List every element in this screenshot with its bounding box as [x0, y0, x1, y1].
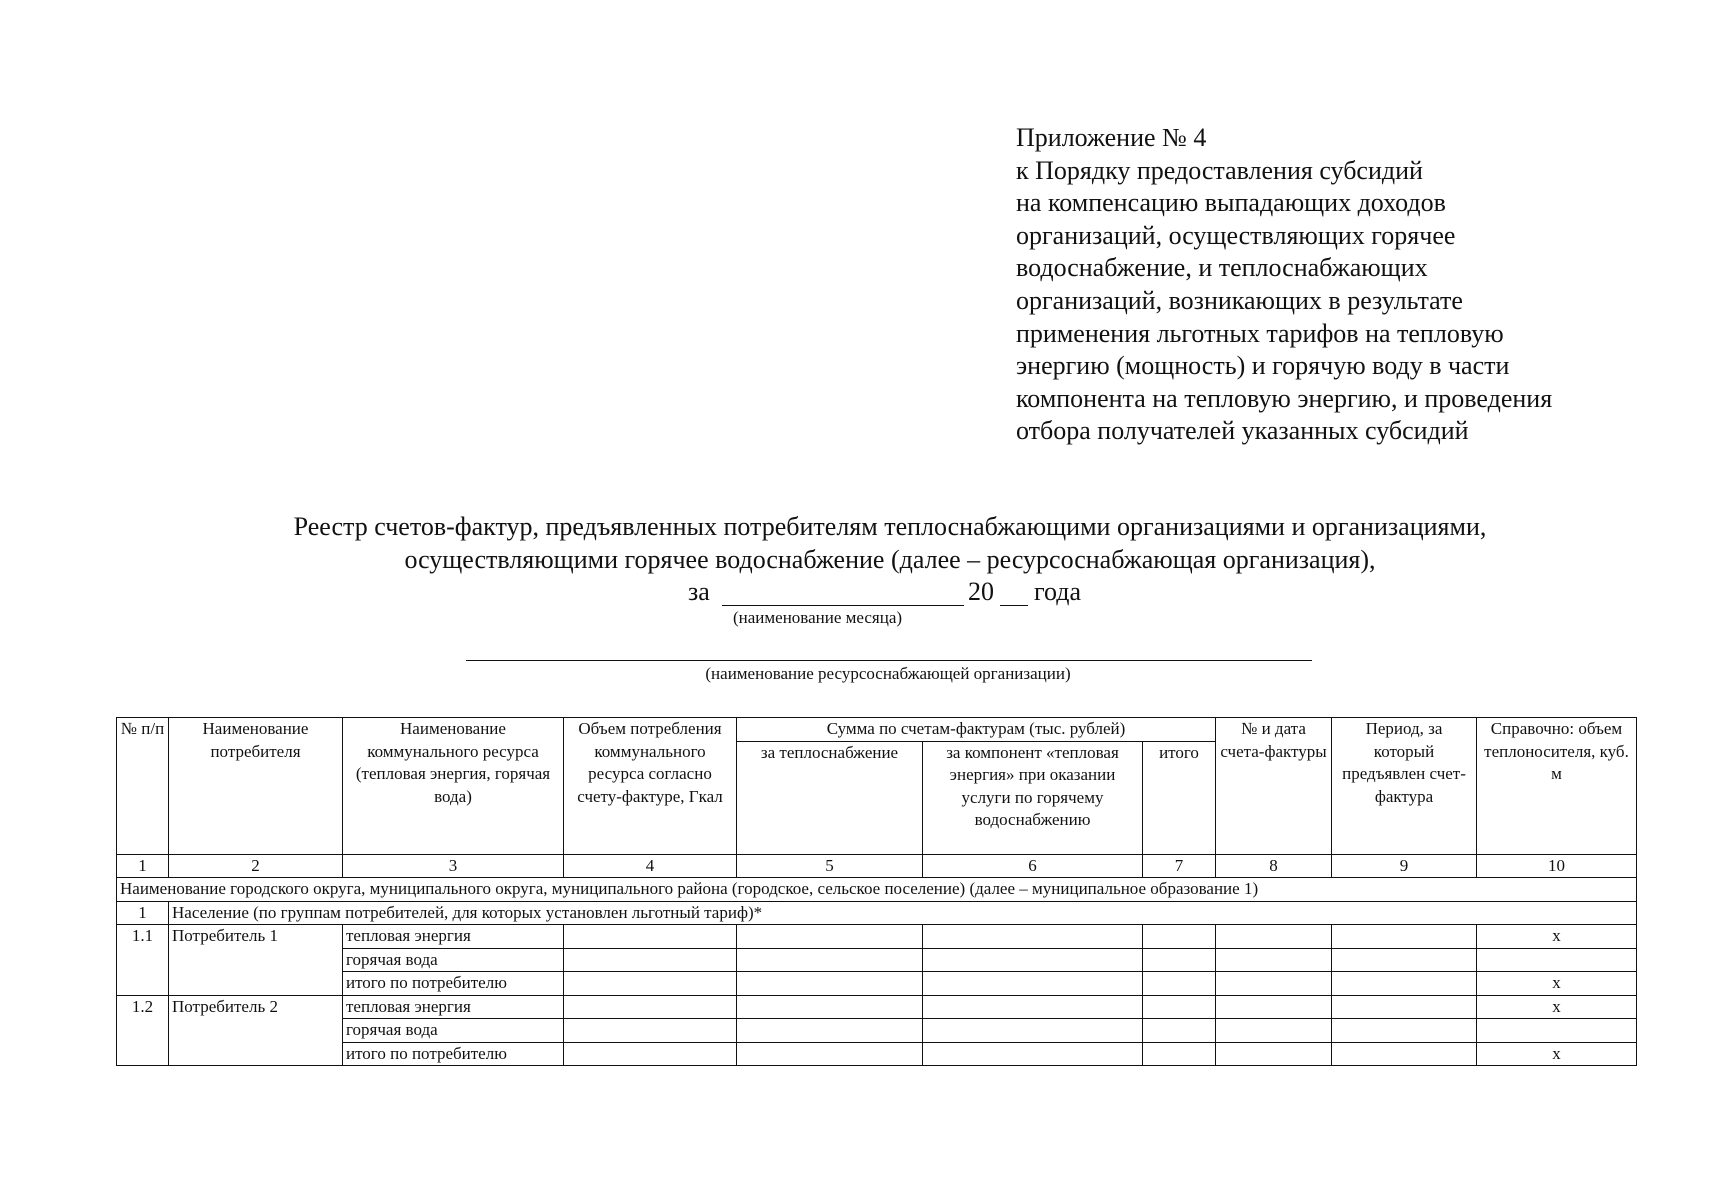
header-period: Период, за который предъявлен счет-фактура — [1332, 718, 1477, 855]
consumer-name: Потребитель 1 — [169, 925, 343, 996]
registry-table — [116, 717, 1637, 1066]
appendix-line: к Порядку предоставления субсидий — [1016, 155, 1423, 185]
header-invoice: № и дата счета-фактуры — [1216, 718, 1332, 855]
organization-blank[interactable] — [466, 660, 1312, 661]
appendix-line: отбора получателей указанных субсидий — [1016, 416, 1469, 446]
sum-heat-cell[interactable] — [737, 925, 923, 949]
year-prefix: 20 — [968, 577, 994, 606]
invoice-cell[interactable] — [1216, 925, 1332, 949]
column-number: 2 — [169, 854, 343, 878]
header-sum-component: за компонент «тепловая энергия» при оказании услуги по горячему водоснабжению — [923, 741, 1143, 854]
document-title — [0, 510, 1716, 576]
invoice-cell[interactable] — [1216, 1042, 1332, 1066]
sum-total-cell[interactable] — [1143, 948, 1216, 972]
period-line — [0, 577, 1716, 611]
group-row — [117, 901, 1637, 925]
group-num: 1 — [117, 901, 169, 925]
column-number: 5 — [737, 854, 923, 878]
consumer-name: Потребитель 2 — [169, 995, 343, 1066]
sum-component-cell[interactable] — [923, 948, 1143, 972]
appendix-line: водоснабжение, и теплоснабжающих — [1016, 253, 1428, 283]
table-row — [117, 925, 1637, 949]
resource-cell: итого по потребителю — [343, 972, 564, 996]
consumer-num: 1.1 — [117, 925, 169, 996]
reference-cell: х — [1477, 925, 1637, 949]
appendix-line: компонента на тепловую энергию, и проведения — [1016, 383, 1553, 413]
column-number: 4 — [564, 854, 737, 878]
appendix-line: организаций, возникающих в результате — [1016, 285, 1463, 315]
volume-cell[interactable] — [564, 948, 737, 972]
municipality-row — [117, 878, 1637, 902]
organization-caption: (наименование ресурсоснабжающей организации) — [705, 664, 1071, 683]
column-number: 7 — [1143, 854, 1216, 878]
column-number-row — [117, 854, 1637, 878]
column-number: 6 — [923, 854, 1143, 878]
period-cell[interactable] — [1332, 948, 1477, 972]
sum-total-cell[interactable] — [1143, 925, 1216, 949]
municipality-label: Наименование городского округа, муниципального округа, муниципального района (городское, сельское поселение) (далее – муниципальное образование 1) — [117, 878, 1637, 902]
invoice-cell[interactable] — [1216, 1019, 1332, 1043]
sum-heat-cell[interactable] — [737, 1042, 923, 1066]
sum-total-cell[interactable] — [1143, 1042, 1216, 1066]
volume-cell[interactable] — [564, 1019, 737, 1043]
resource-cell: тепловая энергия — [343, 995, 564, 1019]
year-blank[interactable] — [1000, 605, 1028, 606]
header-resource: Наименование коммунального ресурса (тепловая энергия, горячая вода) — [343, 718, 564, 855]
sum-component-cell[interactable] — [923, 995, 1143, 1019]
header-volume: Объем потребления коммунального ресурса согласно счету-фактуре, Гкал — [564, 718, 737, 855]
period-za: за — [688, 577, 710, 606]
table-row — [117, 995, 1637, 1019]
table-row — [117, 972, 1637, 996]
header-reference: Справочно: объем теплоносителя, куб. м — [1477, 718, 1637, 855]
sum-component-cell[interactable] — [923, 1042, 1143, 1066]
reference-cell: х — [1477, 995, 1637, 1019]
sum-heat-cell[interactable] — [737, 948, 923, 972]
sum-component-cell[interactable] — [923, 1019, 1143, 1043]
sum-component-cell[interactable] — [923, 972, 1143, 996]
invoice-cell[interactable] — [1216, 995, 1332, 1019]
period-cell[interactable] — [1332, 1019, 1477, 1043]
resource-cell: тепловая энергия — [343, 925, 564, 949]
sum-heat-cell[interactable] — [737, 995, 923, 1019]
column-number: 9 — [1332, 854, 1477, 878]
reference-cell: х — [1477, 972, 1637, 996]
sum-heat-cell[interactable] — [737, 972, 923, 996]
header-sum-total: итого — [1143, 741, 1216, 854]
title-line-2: осуществляющими горячее водоснабжение (далее – ресурсоснабжающая организация), — [404, 545, 1376, 574]
period-goda: года — [1034, 577, 1082, 606]
header-row-1 — [117, 718, 1637, 742]
group-label: Население (по группам потребителей, для которых установлен льготный тариф)* — [169, 901, 1637, 925]
title-line-1: Реестр счетов-фактур, предъявленных потребителям теплоснабжающими организациями и организациями, — [293, 512, 1487, 541]
invoice-cell[interactable] — [1216, 948, 1332, 972]
sum-total-cell[interactable] — [1143, 1019, 1216, 1043]
reference-cell[interactable] — [1477, 1019, 1637, 1043]
table-row — [117, 948, 1637, 972]
sum-total-cell[interactable] — [1143, 972, 1216, 996]
header-sum-group: Сумма по счетам-фактурам (тыс. рублей) — [737, 718, 1216, 742]
appendix-line: применения льготных тарифов на тепловую — [1016, 318, 1504, 348]
period-cell[interactable] — [1332, 972, 1477, 996]
volume-cell[interactable] — [564, 972, 737, 996]
column-number: 8 — [1216, 854, 1332, 878]
sum-component-cell[interactable] — [923, 925, 1143, 949]
month-blank[interactable] — [722, 605, 964, 606]
table-row — [117, 1019, 1637, 1043]
resource-cell: итого по потребителю — [343, 1042, 564, 1066]
invoice-cell[interactable] — [1216, 972, 1332, 996]
appendix-line: энергию (мощность) и горячую воду в части — [1016, 351, 1510, 381]
sum-heat-cell[interactable] — [737, 1019, 923, 1043]
header-sum-heat: за теплоснабжение — [737, 741, 923, 854]
reference-cell[interactable] — [1477, 948, 1637, 972]
column-number: 3 — [343, 854, 564, 878]
header-consumer: Наименование потребителя — [169, 718, 343, 855]
period-cell[interactable] — [1332, 925, 1477, 949]
sum-total-cell[interactable] — [1143, 995, 1216, 1019]
column-number: 1 — [117, 854, 169, 878]
header-num: № п/п — [117, 718, 169, 855]
volume-cell[interactable] — [564, 1042, 737, 1066]
consumer-num: 1.2 — [117, 995, 169, 1066]
appendix-line: на компенсацию выпадающих доходов — [1016, 188, 1446, 218]
appendix-line: организаций, осуществляющих горячее — [1016, 220, 1456, 250]
period-cell[interactable] — [1332, 995, 1477, 1019]
column-number: 10 — [1477, 854, 1637, 878]
appendix-block — [1016, 122, 1676, 448]
resource-cell: горячая вода — [343, 948, 564, 972]
volume-cell[interactable] — [564, 995, 737, 1019]
period-cell[interactable] — [1332, 1042, 1477, 1066]
table-row — [117, 1042, 1637, 1066]
appendix-line: Приложение № 4 — [1016, 123, 1207, 152]
resource-cell: горячая вода — [343, 1019, 564, 1043]
volume-cell[interactable] — [564, 925, 737, 949]
month-caption: (наименование месяца) — [733, 608, 903, 627]
reference-cell: х — [1477, 1042, 1637, 1066]
